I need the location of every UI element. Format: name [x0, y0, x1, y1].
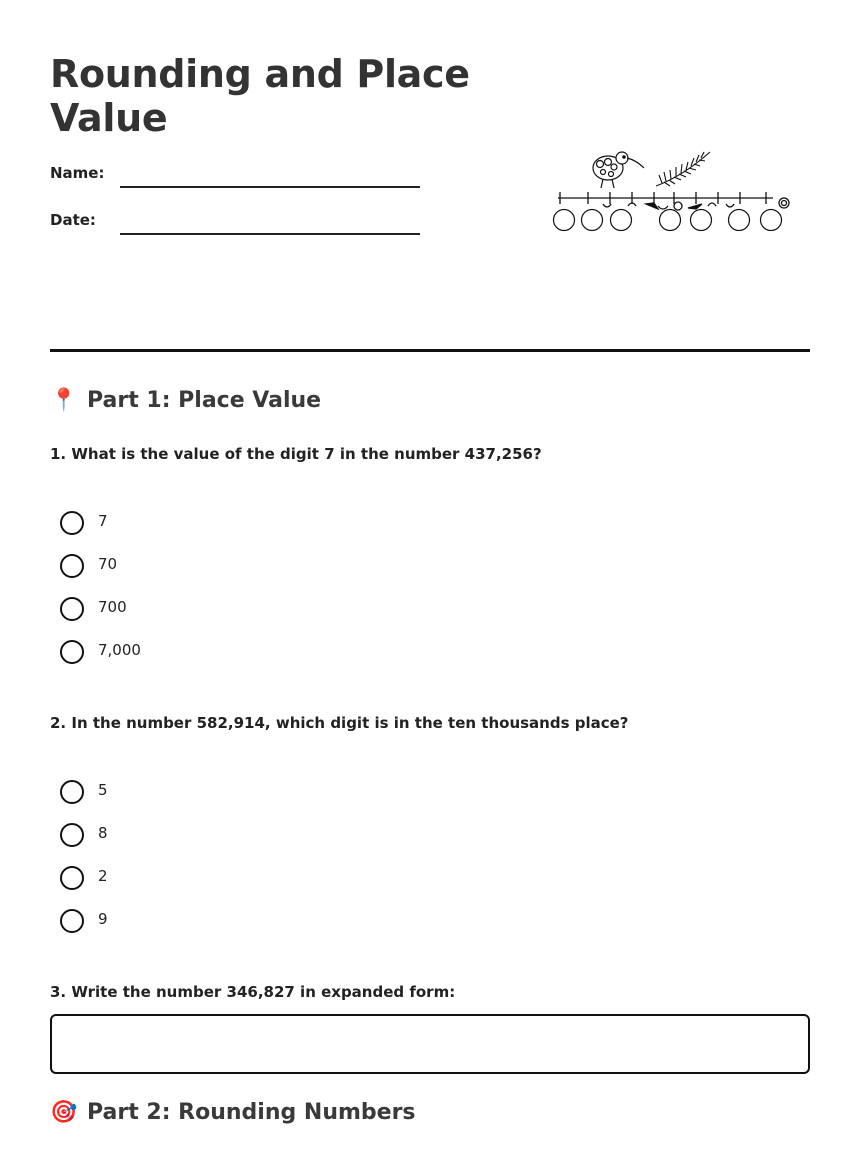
radio-button[interactable] [60, 554, 84, 578]
worksheet-header [50, 52, 470, 140]
part2-heading [50, 1100, 416, 1125]
question-2: 2. In the number 582,914, which digit is in the ten thousands place? [50, 714, 629, 732]
q2-option-3[interactable] [60, 865, 108, 891]
name-input-line[interactable] [120, 186, 420, 188]
radio-button[interactable] [60, 597, 84, 621]
option-label: 70 [98, 555, 118, 573]
question-3: 3. Write the number 346,827 in expanded form: [50, 983, 456, 1001]
expanded-form-answer-box[interactable] [50, 1014, 810, 1074]
date-input-line[interactable] [120, 233, 420, 235]
option-label: 9 [98, 910, 108, 928]
radio-button[interactable] [60, 823, 84, 847]
radio-button[interactable] [60, 780, 84, 804]
question-1: 1. What is the value of the digit 7 in the number 437,256? [50, 445, 542, 463]
date-field-row [50, 211, 420, 229]
kiwi-bird-icon [593, 152, 644, 188]
name-field-row [50, 164, 420, 182]
date-label: Date: [50, 211, 96, 229]
part1-title: Part 1: Place Value [87, 388, 322, 413]
radio-button[interactable] [60, 909, 84, 933]
radio-button[interactable] [60, 511, 84, 535]
kiwi-fern-number-line-icon [548, 146, 798, 236]
option-label: 7 [98, 512, 108, 530]
option-label: 8 [98, 824, 108, 842]
header-divider [50, 349, 810, 352]
q2-option-2[interactable] [60, 822, 108, 848]
q2-option-4[interactable] [60, 908, 108, 934]
option-label: 5 [98, 781, 108, 799]
q2-option-1[interactable] [60, 779, 108, 805]
number-line-circles [554, 210, 782, 231]
part2-title: Part 2: Rounding Numbers [87, 1100, 416, 1125]
part1-heading [50, 388, 321, 413]
target-icon: 🎯 [50, 1100, 78, 1125]
fern-icon [656, 152, 710, 186]
option-label: 7,000 [98, 641, 141, 659]
number-line-icon [558, 192, 789, 210]
q1-option-3[interactable] [60, 596, 127, 622]
pushpin-icon: 📍 [50, 388, 78, 413]
radio-button[interactable] [60, 640, 84, 664]
q1-option-2[interactable] [60, 553, 117, 579]
name-label: Name: [50, 164, 105, 182]
option-label: 700 [98, 598, 127, 616]
radio-button[interactable] [60, 866, 84, 890]
page-title: Rounding and Place Value [50, 52, 470, 140]
option-label: 2 [98, 867, 108, 885]
q1-option-4[interactable] [60, 639, 141, 665]
q1-option-1[interactable] [60, 510, 108, 536]
